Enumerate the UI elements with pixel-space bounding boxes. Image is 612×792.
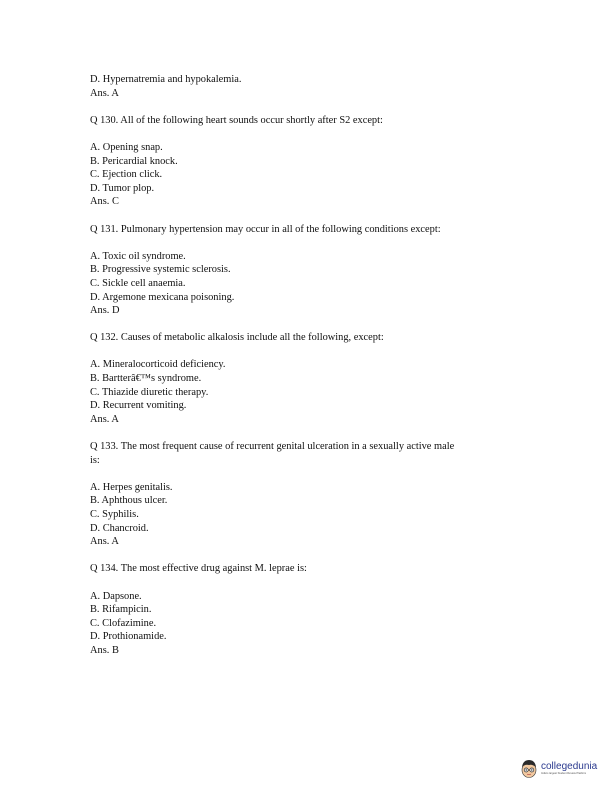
question-130: Q 130. All of the following heart sounds occur shortly after S2 except: — [90, 114, 383, 126]
collegedunia-logo — [520, 758, 597, 778]
answer-133: Ans. A — [90, 536, 119, 548]
option-130-a: A. Opening snap. — [90, 141, 163, 153]
option-132-c: C. Thiazide diuretic therapy. — [90, 386, 209, 398]
answer-130: Ans. C — [90, 196, 119, 208]
option-131-a: A. Toxic oil syndrome. — [90, 250, 186, 262]
answer-132: Ans. A — [90, 413, 119, 425]
question-132: Q 132. Causes of metabolic alkalosis include all the following, except: — [90, 332, 384, 344]
options-134 — [90, 590, 520, 658]
intro-option-d: D. Hypernatremia and hypokalemia. — [90, 74, 242, 85]
option-134-a: A. Dapsone. — [90, 590, 142, 602]
option-130-d: D. Tumor plop. — [90, 182, 155, 194]
question-131: Q 131. Pulmonary hypertension may occur in all of the following conditions except: — [90, 223, 441, 235]
logo-tagline: India's largest Student Review Platform — [541, 771, 587, 775]
option-130-b: B. Pericardial knock. — [90, 155, 178, 167]
document-page — [90, 73, 520, 671]
option-132-d: D. Recurrent vomiting. — [90, 400, 187, 412]
intro-answer: Ans. A — [90, 87, 119, 99]
option-131-d: D. Argemone mexicana poisoning. — [90, 291, 235, 303]
option-134-d: D. Prothionamide. — [90, 631, 167, 643]
question-133-line-2: is: — [90, 454, 100, 466]
option-133-b: B. Aphthous ulcer. — [90, 495, 168, 507]
answer-134: Ans. B — [90, 644, 119, 656]
question-133 — [90, 440, 520, 467]
option-132-a: A. Mineralocorticoid deficiency. — [90, 359, 226, 371]
mascot-icon — [520, 758, 538, 778]
options-133 — [90, 481, 520, 549]
question-133-line-1: Q 133. The most frequent cause of recurrent genital ulceration in a sexually active male — [90, 441, 455, 453]
answer-131: Ans. D — [90, 305, 120, 317]
option-131-b: B. Progressive systemic sclerosis. — [90, 264, 231, 276]
logo-name: collegedunia — [541, 760, 598, 772]
option-131-c: C. Sickle cell anaemia. — [90, 277, 186, 289]
options-130 — [90, 141, 520, 209]
option-134-c: C. Clofazimine. — [90, 617, 157, 629]
option-133-a: A. Herpes genitalis. — [90, 481, 173, 493]
option-133-d: D. Chancroid. — [90, 522, 149, 534]
options-132 — [90, 358, 520, 426]
question-134: Q 134. The most effective drug against M. leprae is: — [90, 563, 307, 575]
option-133-c: C. Syphilis. — [90, 509, 139, 520]
options-131 — [90, 250, 520, 318]
intro-block — [90, 73, 520, 100]
option-134-b: B. Rifampicin. — [90, 604, 152, 616]
option-130-c: C. Ejection click. — [90, 169, 163, 181]
option-132-b: B. Bartterâ€™s syndrome. — [90, 373, 202, 385]
